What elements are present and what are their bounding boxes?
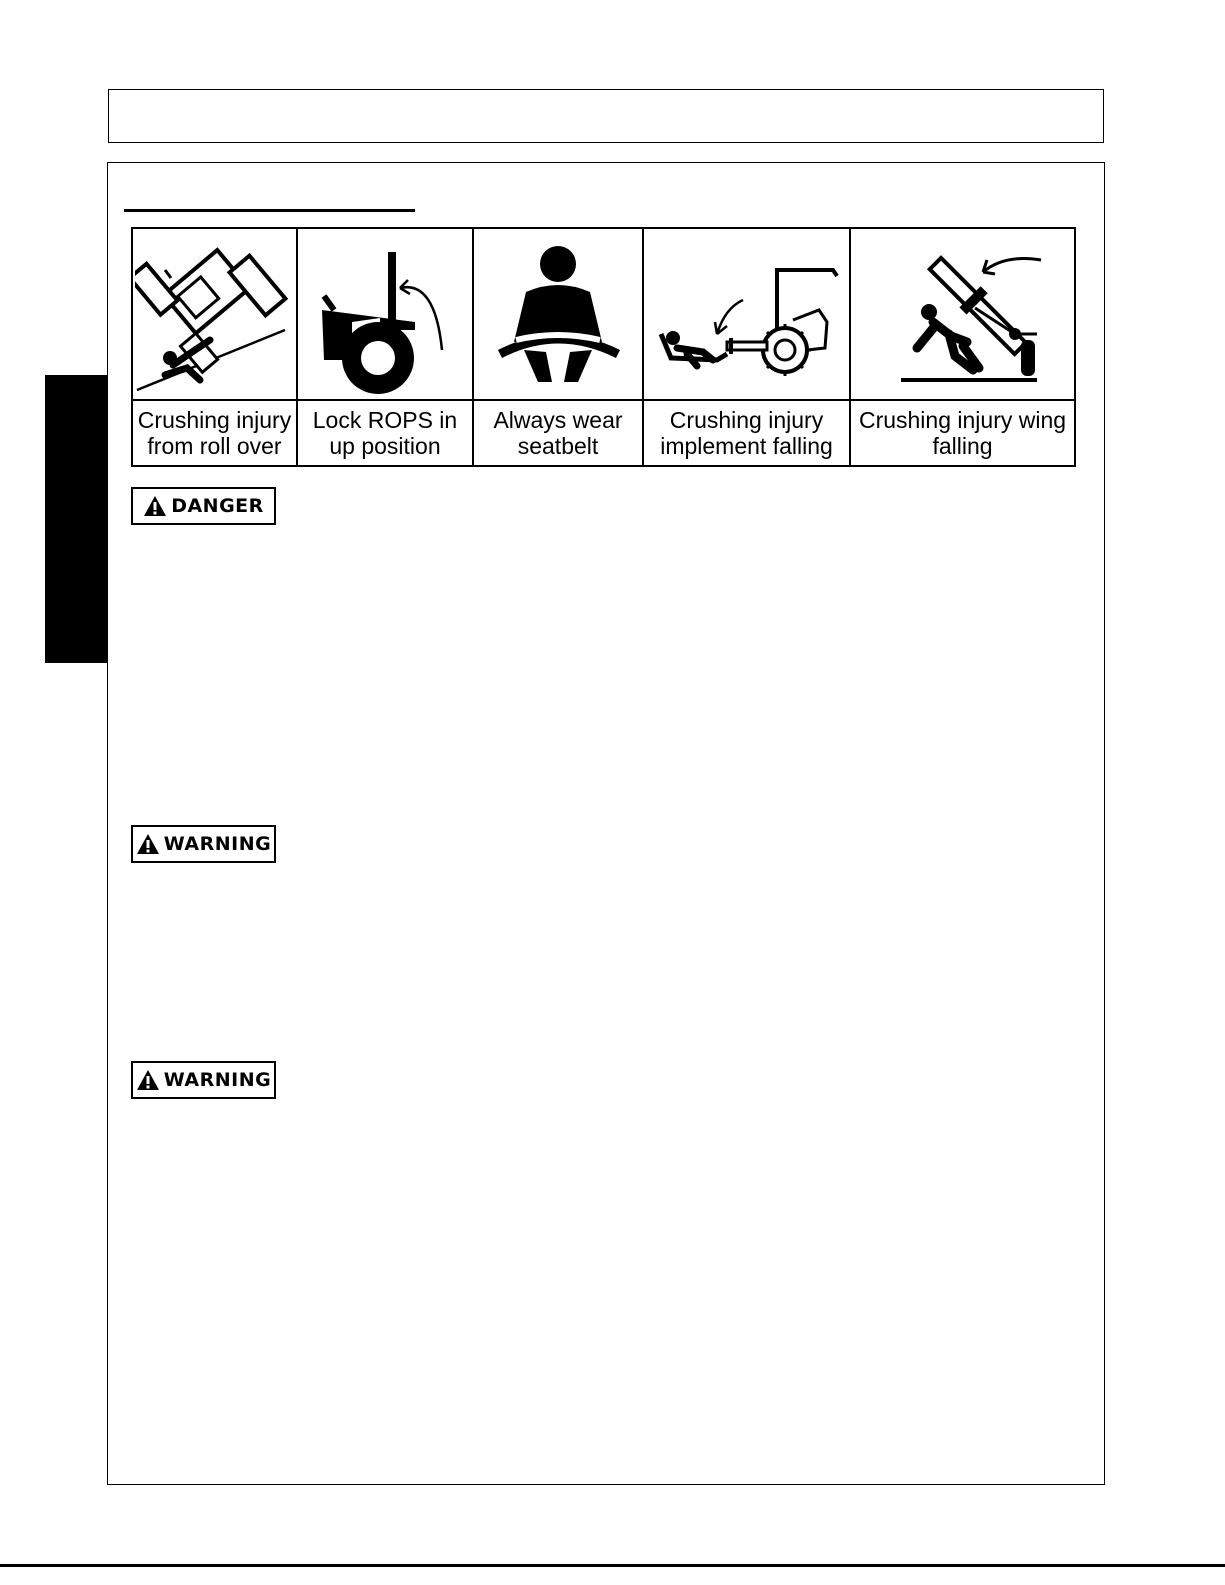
- footer-rule: [0, 1564, 1225, 1567]
- caption-line: seatbelt: [517, 433, 599, 459]
- caption-line: implement falling: [660, 433, 833, 459]
- warning-signal-label: [131, 1061, 276, 1099]
- section-title-rule: [124, 209, 415, 212]
- pictogram-cell-implement: [643, 228, 850, 400]
- rops-lock-icon: [300, 230, 470, 398]
- caption-line: from roll over: [147, 433, 282, 459]
- caption-line: Crushing injury: [137, 407, 292, 433]
- caption-wing: [850, 400, 1075, 466]
- implement-falling-icon: [647, 230, 847, 398]
- caption-implement: [643, 400, 850, 466]
- section-side-tab: [45, 375, 107, 663]
- pictogram-cell-seatbelt: [473, 228, 643, 400]
- wing-falling-icon: [855, 230, 1070, 398]
- pictogram-cell-wing: [850, 228, 1075, 400]
- caption-line: Crushing injury wing: [858, 407, 1067, 433]
- seatbelt-icon: [476, 230, 641, 398]
- safety-pictogram-table: [131, 227, 1076, 467]
- pictogram-cell-rollover: [132, 228, 297, 400]
- warning-signal-label: [131, 825, 276, 863]
- pictogram-cell-rops: [297, 228, 473, 400]
- caption-rops: [297, 400, 473, 466]
- caption-line: falling: [932, 433, 993, 459]
- signal-word: WARNING: [163, 1069, 272, 1091]
- alert-triangle-icon: [136, 1069, 160, 1091]
- caption-line: Crushing injury: [669, 407, 824, 433]
- caption-line: Always wear: [493, 407, 623, 433]
- caption-line: up position: [329, 433, 441, 459]
- signal-word: DANGER: [171, 495, 264, 517]
- alert-triangle-icon: [136, 833, 160, 855]
- signal-word: WARNING: [163, 833, 272, 855]
- caption-rollover: [132, 400, 297, 466]
- tractor-rollover-icon: [135, 230, 295, 398]
- page-header-box: [108, 89, 1104, 143]
- danger-signal-label: [131, 487, 276, 525]
- caption-seatbelt: [473, 400, 643, 466]
- caption-line: Lock ROPS in: [312, 407, 458, 433]
- alert-triangle-icon: [143, 495, 167, 517]
